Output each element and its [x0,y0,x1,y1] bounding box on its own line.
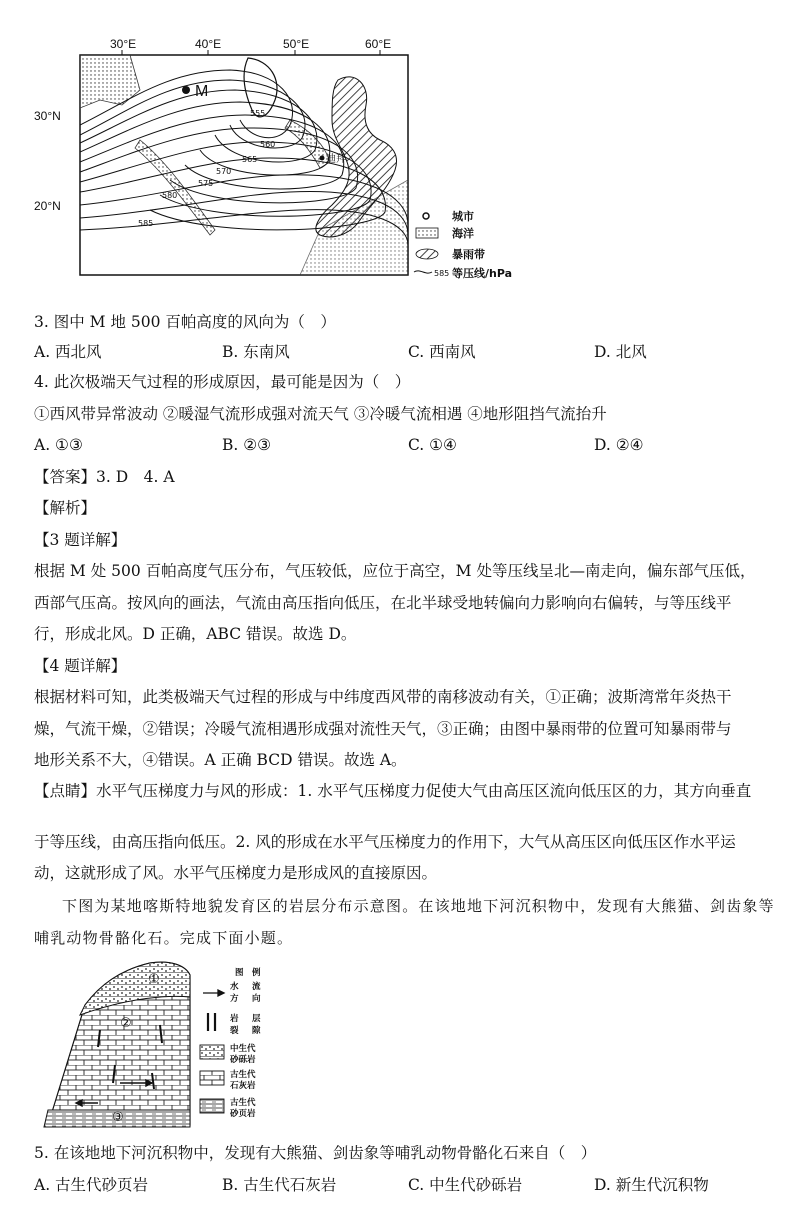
legend-city: 城市 [452,210,474,223]
lat-label-20: 20°N [34,199,61,213]
q4-items: ①西风带异常波动 ②暖湿气流形成强对流天气 ③冷暖气流相遇 ④地形阻挡气流抬升 [34,405,607,423]
q3-detail-line-2: 西部气压高。按风向的画法，气流由高压指向低压，在北半球受地转偏向力影响向右偏转，与等压线平 [34,594,732,612]
legend-limestone-2: 石灰岩 [230,1081,256,1091]
weather-map-figure [34,30,520,300]
intro-line-2: 哺乳动物骨骼化石。完成下面小题。 [34,929,294,947]
legend-ocean: 海洋 [452,227,474,240]
legend-water-1: 水 [230,982,239,992]
isobar-label-560: 560 [260,140,276,149]
layer-label-3: ③ [112,1110,124,1125]
legend-shale-2: 砂页岩 [230,1109,256,1119]
city-dubai-label: 迪拜 [326,154,346,165]
layer-label-2: ② [120,1016,132,1031]
map-legend [414,209,512,280]
legend-mesozoic-1: 中生代 [230,1044,256,1054]
layer-label-1: ① [148,972,160,987]
legend-shale-1: 古生代 [230,1098,256,1108]
q4-detail-title: 【4 题详解】 [34,657,127,675]
q4-detail-line-3: 地形关系不大，④错误。A 正确 BCD 错误。故选 A。 [34,751,407,769]
isobar-label-555: 555 [250,109,266,118]
q3-detail-title: 【3 题详解】 [34,531,127,549]
isobar-label-575: 575 [198,179,214,188]
legend-mesozoic-2: 砂砾岩 [230,1055,256,1065]
analysis-heading: 【解析】 [34,499,97,517]
legend-isobar: 等压线/hPa [452,267,513,280]
q5-option-a[interactable]: A. 古生代砂页岩 [34,1176,149,1194]
q4-option-a[interactable]: A. ①③ [34,436,83,454]
q4-option-c[interactable]: C. ①④ [408,436,457,454]
lat-label-30: 30°N [34,109,61,123]
q4-stem: 4. 此次极端天气过程的形成原因，最可能是因为（ ） [34,373,411,391]
legend-water-3: 方 [230,994,239,1004]
lon-label-40: 40°E [195,37,222,51]
q3-option-d[interactable]: D. 北风 [594,343,647,361]
isobar-label-565: 565 [242,155,258,164]
lon-label-60: 60°E [365,37,392,51]
intro-line-1: 下图为某地喀斯特地貌发育区的岩层分布示意图。在该地地下河沉积物中，发现有大熊猫、剑齿象等 [62,897,775,915]
city-dubai-marker [320,156,325,161]
isobar-label-585: 585 [138,219,154,228]
isobar-label-570: 570 [216,167,232,176]
legend-rock-2: 层 [252,1014,261,1024]
q4-detail-line-2: 燥，气流干燥，②错误；冷暖气流相遇形成强对流性天气，③正确；由图中暴雨带的位置可知暴雨带与 [34,720,732,738]
q3-option-c[interactable]: C. 西南风 [408,343,476,361]
q4-option-b[interactable]: B. ②③ [222,436,272,454]
q3-option-a[interactable]: A. 西北风 [34,343,102,361]
q5-option-c[interactable]: C. 中生代砂砾岩 [408,1176,523,1194]
isobar-label-580: 580 [162,191,178,200]
legend-isobar-sample: 585 [434,269,450,278]
legend-rock-3: 裂 [230,1026,239,1036]
q5-stem: 5. 在该地地下河沉积物中，发现有大熊猫、剑齿象等哺乳动物骨骼化石来自（ ） [34,1144,597,1162]
q4-option-d[interactable]: D. ②④ [594,436,644,454]
q3-detail-line-1: 根据 M 处 500 百帕高度气压分布，气压较低，应位于高空，M 处等压线呈北—南走向，偏东部气压低， [34,562,756,580]
legend-water-4: 向 [252,994,261,1004]
lon-label-30: 30°E [110,37,137,51]
q3-option-b[interactable]: B. 东南风 [222,343,290,361]
diagram-legend-title: 图 例 [235,968,261,978]
karst-strata-diagram [40,955,300,1133]
answer-line: 【答案】3. D 4. A [34,468,175,486]
city-m-label: M [195,83,209,100]
q5-option-d[interactable]: D. 新生代沉积物 [594,1176,709,1194]
legend-limestone-1: 古生代 [230,1070,256,1080]
legend-rainband: 暴雨带 [452,248,485,261]
legend-rock-4: 隙 [252,1026,261,1036]
q4-detail-line-1: 根据材料可知，此类极端天气过程的形成与中纬度西风带的南移波动有关，①正确；波斯湾常年炎热干 [34,688,732,706]
legend-water-2: 流 [252,982,261,992]
legend-rock-1: 岩 [230,1014,239,1024]
tip-line-1: 【点睛】水平气压梯度力与风的形成：1. 水平气压梯度力促使大气由高压区流向低压区的力，其方向垂直 [34,782,752,800]
city-m-marker [182,86,190,94]
tip-line-3: 动，这就形成了风。水平气压梯度力是形成风的直接原因。 [34,864,438,882]
lon-label-50: 50°E [283,37,310,51]
tip-line-2: 于等压线，由高压指向低压。2. 风的形成在水平气压梯度力的作用下，大气从高压区向低压区作水平运 [34,833,736,851]
q3-stem: 3. 图中 M 地 500 百帕高度的风向为（ ） [34,313,336,331]
q3-detail-line-3: 行，形成北风。D 正确，ABC 错误。故选 D。 [34,625,357,643]
q5-option-b[interactable]: B. 古生代石灰岩 [222,1176,337,1194]
